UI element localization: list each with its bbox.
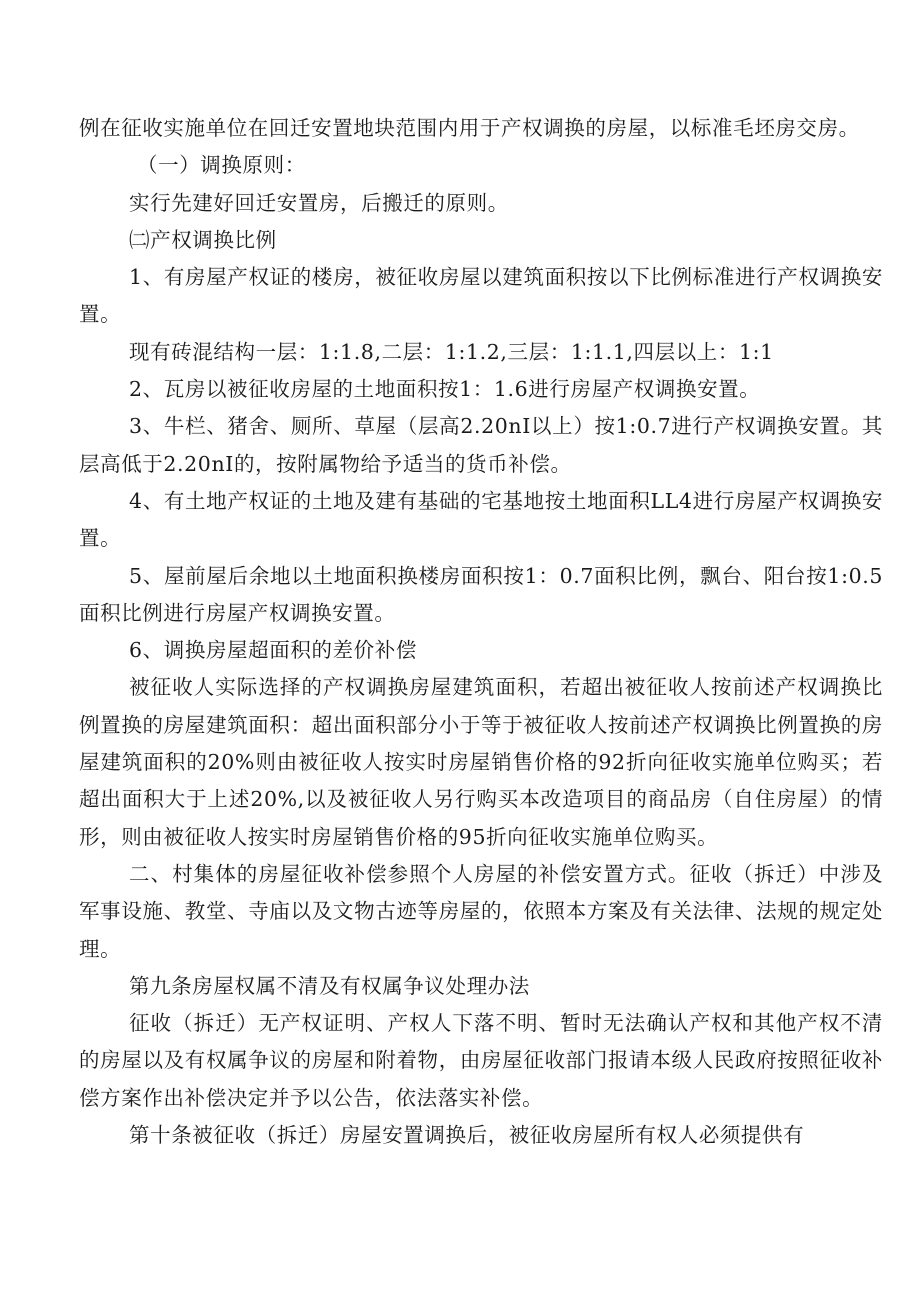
heading-item-6: 6、调换房屋超面积的差价补偿 — [129, 638, 417, 663]
document-body — [79, 110, 883, 1154]
paragraph-exchange-principle: 实行先建好回迁安置房，后搬迁的原则。 — [129, 190, 509, 215]
heading-article-9: 第九条房屋权属不清及有权属争议处理办法 — [129, 973, 530, 998]
paragraph-item-5: 5、屋前屋后余地以土地面积换楼房面积按1：0.7面积比例，飘台、阳台按1:0.5面积比例进行房屋产权调换安置。 — [79, 563, 883, 625]
paragraph-section-two: 二、村集体的房屋征收补偿参照个人房屋的补偿安置方式。征收（拆迁）中涉及军事设施、教堂、寺庙以及文物古迹等房屋的，依照本方案及有关法律、法规的规定处理。 — [79, 861, 883, 961]
heading-exchange-principle: （一）调换原则： — [137, 153, 306, 178]
paragraph-item-1: 1、有房屋产权证的楼房，被征收房屋以建筑面积按以下比例标准进行产权调换安置。 — [79, 265, 883, 327]
paragraph-item-3: 3、牛栏、猪舍、厕所、草屋（层高2.20nI以上）按1:0.7进行产权调换安置。其层高低于2.20nI的，按附属物给予适当的货币补偿。 — [79, 414, 883, 476]
heading-exchange-ratio: ㈡产权调换比例 — [129, 227, 277, 252]
paragraph-item-2: 2、瓦房以被征收房屋的土地面积按1：1.6进行房屋产权调换安置。 — [129, 377, 761, 402]
paragraph-floor-ratios: 现有砖混结构一层：1:1.8,二层：1:1.2,三层：1:1.1,四层以上：1:1 — [129, 339, 774, 364]
paragraph-item-4: 4、有土地产权证的土地及建有基础的宅基地按土地面积LL4进行房屋产权调换安置。 — [79, 488, 883, 551]
paragraph-article-9: 征收（拆迁）无产权证明、产权人下落不明、暂时无法确认产权和其他产权不清的房屋以及有权属争议的房屋和附着物，由房屋征收部门报请本级人民政府按照征收补偿方案作出补偿决定并予以公告，依法落实补偿。 — [79, 1011, 883, 1110]
paragraph-article-10: 第十条被征收（拆迁）房屋安置调换后，被征收房屋所有权人必须提供有 — [129, 1123, 805, 1148]
paragraph-continuation: 例在征收实施单位在回迁安置地块范围内用于产权调换的房屋，以标准毛坯房交房。 — [79, 116, 860, 140]
paragraph-price-difference: 被征收人实际选择的产权调换房屋建筑面积，若超出被征收人按前述产权调换比例置换的房屋建筑面积：超出面积部分小于等于被征收人按前述产权调换比例置换的房屋建筑面积的20%则由被征收人按实时房屋销售价格的92折向征收实施单位购买；若超出面积大于上述20%,以及被征收人另行购买本改造项目的商品房（自住房屋）的情形，则由被征收人按实时房屋销售价格的95折向征收实施单位购买。 — [79, 675, 883, 849]
